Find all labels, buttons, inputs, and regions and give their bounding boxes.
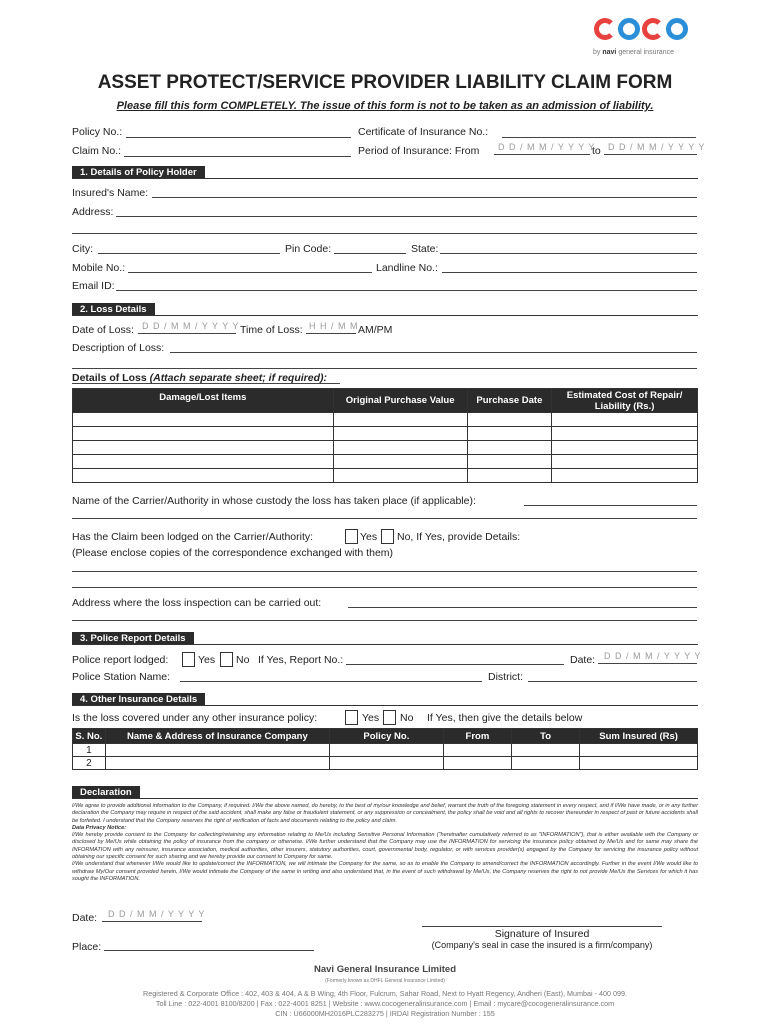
section-declaration-header	[72, 786, 698, 799]
logo-letter-o1-icon	[618, 18, 640, 40]
sign-date-placeholder[interactable]: D D / M M / Y Y Y Y	[108, 909, 206, 919]
police-station-label: Police Station Name:	[72, 671, 171, 683]
claim-details-line-2[interactable]	[72, 587, 697, 588]
claim-no-label: Claim No.:	[72, 145, 122, 157]
inspection-address-field-2[interactable]	[72, 620, 697, 621]
description-field-line-2[interactable]	[72, 368, 697, 369]
address-label: Address:	[72, 206, 114, 218]
police-report-no-checkbox[interactable]	[220, 652, 233, 667]
footer-cin: CIN : U66000MH2016PLC283275 | IRDAI Registration Number : 155	[275, 1009, 495, 1018]
police-date-placeholder[interactable]: D D / M M / Y Y Y Y	[604, 651, 702, 661]
oi-header-from: From	[443, 729, 511, 744]
section-1-title: 1. Details of Policy Holder	[72, 166, 205, 179]
description-label: Description of Loss:	[72, 342, 165, 354]
time-of-loss-placeholder[interactable]: H H / M M	[309, 321, 359, 331]
table-row[interactable]	[73, 455, 698, 469]
city-label: City:	[72, 243, 93, 255]
section-2-title: 2. Loss Details	[72, 303, 155, 316]
mobile-field[interactable]	[128, 272, 372, 273]
landline-field[interactable]	[442, 272, 697, 273]
claim-lodged-yes-label: Yes	[360, 531, 378, 543]
section-loss-details-header	[72, 303, 698, 316]
email-label: Email ID:	[72, 280, 115, 292]
claim-no-field[interactable]	[124, 156, 351, 157]
carrier-label: Name of the Carrier/Authority in whose custody the loss has taken place (if applicable):	[72, 495, 476, 507]
table-row[interactable]	[73, 413, 698, 427]
table-row[interactable]	[73, 469, 698, 483]
police-date-label: Date:	[570, 654, 596, 666]
report-no-label: If Yes, Report No.:	[258, 654, 344, 666]
period-to-label: to	[592, 145, 601, 157]
certificate-no-label: Certificate of Insurance No.:	[358, 126, 489, 138]
form-title: ASSET PROTECT/SERVICE PROVIDER LIABILITY CLAIM FORM	[97, 72, 673, 93]
police-report-yes-checkbox[interactable]	[182, 652, 195, 667]
oi-header-policy: Policy No.	[330, 729, 444, 744]
table-row[interactable]	[73, 441, 698, 455]
report-no-field[interactable]	[346, 664, 564, 665]
declaration-paragraph-2: I/We hereby provide consent to the Company for collecting/retaining any information relating to Me/Us including Sensitive Personal Information ("hereinafter cumulatively referred to as "INFORMATION"), that is either available with the Company or disclosed by Me/Us while obtaining the policy of insurance from the company or otherwise. I/We further understand that the Company may use the INFORMATION for servicing the insurance policy obtained by Me/Us and for same may share the INFORMATION with any reinsurer, insurance association, medical authorities, other insurers, statutory authorities, court, governmental body, regulator, or with services provider(s) engaged by the Company for servicing the insurance policy without obtaining our specific consent for such sharing and we hereby provide our consent to Company for same.	[72, 832, 698, 861]
section-3-title: 3. Police Report Details	[72, 632, 194, 645]
footer-contact: Toll Line : 022-4001 8100/8200 | Fax : 022-4001 8251 | Website : www.cocogeneralinsurance.com | Email : mycare@cocogeneralinsurance.com	[155, 999, 615, 1008]
police-report-no-label: No	[236, 654, 250, 666]
date-of-loss-label: Date of Loss:	[72, 324, 134, 336]
other-insurance-yes-label: Yes	[362, 712, 380, 724]
place-label: Place:	[72, 941, 102, 953]
claim-details-line-1[interactable]	[72, 571, 697, 572]
claim-lodged-label: Has the Claim been lodged on the Carrier/Authority:	[72, 531, 314, 543]
section-other-insurance-header	[72, 693, 698, 706]
declaration-paragraph-3: I/We understand that whenever I/We would like to update/correct the INFORMATION, we will intimate the Company for the same, so as to enable the Company to amend/correct the INFORMATION accordingly. Further in the event I/We would like to withdraw My/Our consent provided herein, I/We would intimate the Company of the same in writing and also understand that, in the event of such withdrawal by Me/Us, the Company reserves the right to not provide Me/Us the Services for which it has sought the INFORMATION.	[72, 861, 698, 882]
loss-table-header-cost: Estimated Cost of Repair/ Liability (Rs.)	[552, 389, 698, 413]
claim-lodged-no-checkbox[interactable]	[381, 529, 394, 544]
other-insurance-table	[72, 728, 698, 770]
date-of-loss-placeholder[interactable]: D D / M M / Y Y Y Y	[142, 321, 240, 331]
footer-formerly: (Formerly known as DHFL General Insurance Limited)	[325, 978, 445, 984]
other-insurance-then-label: If Yes, then give the details below	[427, 712, 583, 724]
ampm-label: AM/PM	[358, 324, 393, 336]
loss-table-header-date: Purchase Date	[467, 389, 552, 413]
logo-letter-c2-icon	[642, 18, 664, 40]
time-of-loss-label: Time of Loss:	[240, 324, 303, 336]
sign-date-label: Date:	[72, 912, 98, 924]
period-to-placeholder[interactable]: D D / M M / Y Y Y Y	[608, 142, 706, 152]
details-of-loss-label: Details of Loss (Attach separate sheet; if required):	[72, 372, 327, 384]
other-insurance-yes-checkbox[interactable]	[345, 710, 358, 725]
city-field[interactable]	[98, 253, 280, 254]
policy-no-field[interactable]	[126, 137, 351, 138]
footer-office: Registered & Corporate Office : 402, 403 & 404, A & B Wing, 4th Floor, Fulcrum, Sahar Road, Next to Hyatt Regency, Andheri (East), Mumbai - 400 099.	[143, 989, 627, 998]
address-field-line-1[interactable]	[116, 216, 697, 217]
inspection-address-label: Address where the loss inspection can be carried out:	[72, 597, 322, 609]
other-insurance-no-label: No	[400, 712, 414, 724]
certificate-no-field[interactable]	[502, 137, 696, 138]
table-row[interactable]	[73, 744, 698, 757]
signature-label: Signature of Insured	[494, 928, 590, 940]
landline-label: Landline No.:	[376, 262, 438, 274]
oi-header-company: Name & Address of Insurance Company	[105, 729, 329, 744]
carrier-field-line-2[interactable]	[72, 518, 697, 519]
state-field[interactable]	[440, 253, 697, 254]
police-date-field[interactable]	[598, 663, 697, 664]
footer-company: Navi General Insurance Limited	[313, 964, 457, 975]
logo-tagline: by navi general insurance	[593, 49, 674, 56]
address-field-line-2[interactable]	[72, 233, 697, 234]
table-row[interactable]	[73, 427, 698, 441]
declaration-title: Declaration	[72, 786, 140, 799]
claim-lodged-no-label: No, If Yes, provide Details:	[397, 531, 521, 543]
oi-header-sno: S. No.	[73, 729, 106, 744]
pin-code-label: Pin Code:	[285, 243, 332, 255]
period-label: Period of Insurance: From	[358, 145, 480, 157]
period-to-field[interactable]	[604, 154, 697, 155]
signature-line[interactable]	[422, 926, 662, 927]
district-field[interactable]	[528, 681, 697, 682]
loss-table-header-value: Original Purchase Value	[333, 389, 467, 413]
oi-row-2-sno: 2	[73, 757, 106, 770]
date-of-loss-field[interactable]	[138, 333, 236, 334]
mobile-label: Mobile No.:	[72, 262, 126, 274]
details-of-loss-underline	[72, 383, 340, 384]
period-from-placeholder[interactable]: D D / M M / Y Y Y Y	[498, 142, 596, 152]
logo-letter-c1-icon	[594, 18, 616, 40]
declaration-paragraph-1: I/We agree to provide additional information to the Company, if required. I/We the above named, do hereby, to the best of my/our knowledge and belief, warrant the truth of the foregoing statement in every respect, and if I/We have made, or in any further declaration the Company may require in respect of the said accident, shall make any false or fraudulent statement, or any suppression or concealment, the policy shall be void and all rights to recover thereunder in respect of past or future accidents shall be forfeited. I understand that the Company reserves the right of verification of facts and documents relating to the policy and claim.	[72, 803, 698, 824]
inspection-address-field-1[interactable]	[348, 607, 697, 608]
logo-letter-o2-icon	[666, 18, 688, 40]
carrier-field-line-1[interactable]	[524, 505, 697, 506]
form-subtitle: Please fill this form COMPLETELY. The issue of this form is not to be taken as an admission of liability.	[116, 100, 654, 112]
sign-date-field[interactable]	[102, 921, 202, 922]
enclose-note: (Please enclose copies of the correspondence exchanged with them)	[72, 547, 394, 559]
period-from-field[interactable]	[494, 154, 590, 155]
oi-header-to: To	[512, 729, 580, 744]
loss-items-table	[72, 388, 698, 483]
description-field-line-1[interactable]	[170, 352, 697, 353]
district-label: District:	[488, 671, 523, 683]
table-row[interactable]	[73, 757, 698, 770]
insured-name-label: Insured's Name:	[72, 187, 149, 199]
police-report-lodged-label: Police report lodged:	[72, 654, 169, 666]
oi-row-1-sno: 1	[73, 744, 106, 757]
police-station-field[interactable]	[180, 681, 482, 682]
email-field[interactable]	[116, 290, 697, 291]
state-label: State:	[411, 243, 439, 255]
section-policy-holder-header	[72, 166, 698, 179]
loss-table-header-items: Damage/Lost Items	[73, 389, 334, 413]
time-of-loss-field[interactable]	[306, 333, 356, 334]
seal-note: (Company's seal in case the insured is a firm/company)	[431, 940, 653, 950]
other-insurance-question: Is the loss covered under any other insurance policy:	[72, 712, 318, 724]
place-field[interactable]	[104, 950, 314, 951]
claim-lodged-yes-checkbox[interactable]	[345, 529, 358, 544]
declaration-text	[72, 803, 698, 883]
police-report-yes-label: Yes	[198, 654, 216, 666]
other-insurance-no-checkbox[interactable]	[383, 710, 396, 725]
privacy-notice-title: Data Privacy Notice:	[72, 824, 127, 831]
policy-no-label: Policy No.:	[72, 126, 123, 138]
section-police-report-header	[72, 632, 698, 645]
section-4-title: 4. Other Insurance Details	[72, 693, 205, 706]
insured-name-field[interactable]	[152, 197, 697, 198]
pin-code-field[interactable]	[334, 253, 406, 254]
oi-header-sum: Sum Insured (Rs)	[580, 729, 698, 744]
